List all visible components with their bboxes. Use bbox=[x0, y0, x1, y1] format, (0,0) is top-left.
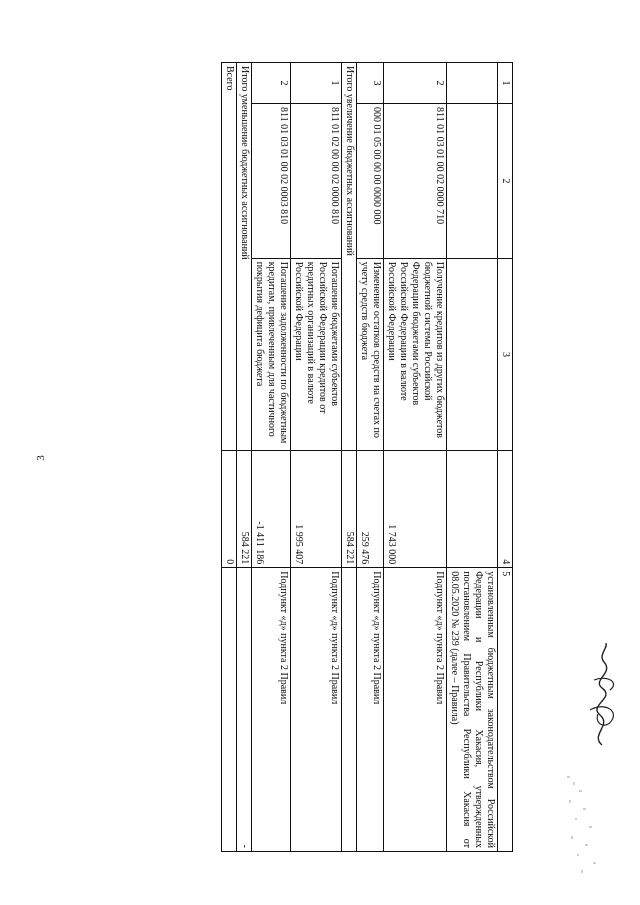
table-header-row bbox=[498, 63, 513, 852]
total-label: Всего bbox=[222, 63, 237, 451]
col-header-3: 3 bbox=[498, 258, 513, 451]
budget-code: 811 01 02 00 00 02 0000 810 bbox=[291, 103, 342, 258]
row-number: 2 bbox=[252, 63, 291, 104]
signature-icon bbox=[572, 640, 632, 750]
rotated-table-wrapper bbox=[93, 62, 513, 852]
budget-code: 811 01 03 01 00 02 0003 810 bbox=[252, 103, 291, 258]
table-row bbox=[384, 63, 447, 852]
row-number bbox=[447, 63, 498, 104]
amount: 1 743 000 bbox=[384, 451, 447, 568]
col-header-2: 2 bbox=[498, 103, 513, 258]
budget-code bbox=[447, 103, 498, 258]
total-row bbox=[222, 63, 237, 852]
amount: 1 995 407 bbox=[291, 451, 342, 568]
stamp-icon bbox=[563, 770, 603, 880]
subtotal-basis: - bbox=[237, 568, 252, 852]
amount bbox=[447, 451, 498, 568]
legal-basis: Подпункт «д» пункта 2 Правил bbox=[384, 568, 447, 852]
subtotal-label: Итого уменьшение бюджетных ассигнований bbox=[237, 63, 252, 451]
subtotal-label: Итого увеличение бюджетных ассигнований bbox=[342, 63, 357, 451]
row-number: 2 bbox=[384, 63, 447, 104]
legal-basis: установленным бюджетным законодательством Российской Федерации и Республики Хакасия, утвержденных постановлением Правительства Республики Хакасия от 08.05.2020 № 239 (далее – Правила) bbox=[447, 568, 498, 852]
subtotal-decrease-row bbox=[237, 63, 252, 852]
item-name: Получение кредитов из других бюджетов бюджетной системы Российской Федерации бюджетами субъектов Российской Федерации в валюте Российской Федерации bbox=[384, 258, 447, 451]
subtotal-increase-row bbox=[342, 63, 357, 852]
col-header-5: 5 bbox=[498, 568, 513, 852]
table-row bbox=[357, 63, 384, 852]
amount: 259 476 bbox=[357, 451, 384, 568]
total-value: 0 bbox=[222, 451, 237, 568]
budget-code: 000 01 05 00 00 00 0000 000 bbox=[357, 103, 384, 258]
budget-code: 811 01 03 01 00 02 0000 710 bbox=[384, 103, 447, 258]
page-number: 3 bbox=[34, 455, 47, 461]
table-row bbox=[447, 63, 498, 852]
item-name: Погашение бюджетами субъектов Российской Федерации кредитов от кредитных организаций в валюте Российской Федерации bbox=[291, 258, 342, 451]
amount: -1 411 186 bbox=[252, 451, 291, 568]
col-header-4: 4 bbox=[498, 451, 513, 568]
item-name bbox=[447, 258, 498, 451]
item-name: Погашение задолженности по бюджетным кредитам, привлеченным для частичного покрытия дефицита бюджета bbox=[252, 258, 291, 451]
legal-basis: Подпункт «д» пункта 2 Правил bbox=[291, 568, 342, 852]
budget-table bbox=[221, 62, 513, 852]
table-row bbox=[291, 63, 342, 852]
legal-basis: Подпункт «д» пункта 2 Правил bbox=[357, 568, 384, 852]
item-name: Изменение остатков средств на счетах по учету средств бюджета bbox=[357, 258, 384, 451]
row-number: 1 bbox=[291, 63, 342, 104]
subtotal-value: 584 221 bbox=[342, 451, 357, 568]
col-header-1: 1 bbox=[498, 63, 513, 104]
table-row bbox=[252, 63, 291, 852]
total-basis bbox=[222, 568, 237, 852]
legal-basis: Подпункт «д» пункта 2 Правил bbox=[252, 568, 291, 852]
row-number: 3 bbox=[357, 63, 384, 104]
subtotal-value: 584 221 bbox=[237, 451, 252, 568]
subtotal-basis bbox=[342, 568, 357, 852]
